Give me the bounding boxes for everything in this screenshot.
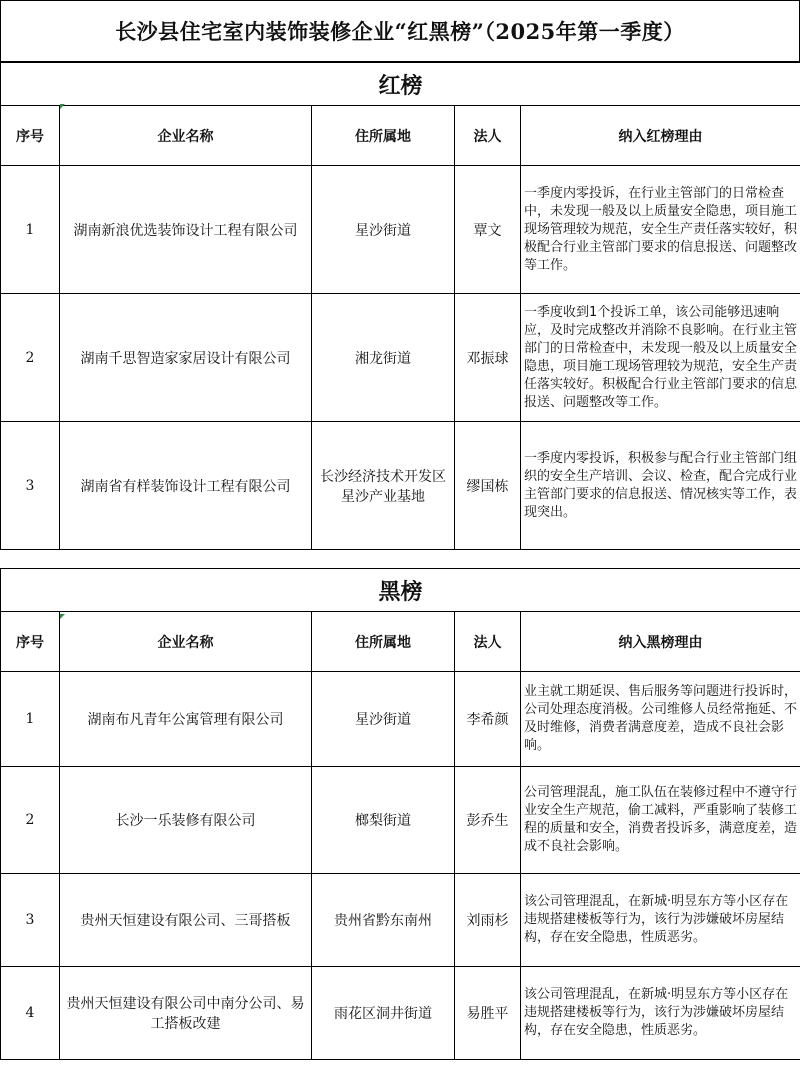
legal-person: 邓振球 — [455, 294, 521, 422]
column-header-location: 住所属地 — [312, 612, 455, 672]
table-row — [1, 767, 800, 874]
page-title: 长沙县住宅室内装饰装修企业“红黑榜”（2025年第一季度） — [1, 1, 800, 62]
company-name: 湖南省有样装饰设计工程有限公司 — [60, 422, 312, 550]
location: 贵州省黔东南州 — [312, 874, 455, 967]
column-header-reason: 纳入黑榜理由 — [521, 612, 800, 672]
location: 雨花区洞井街道 — [312, 967, 455, 1060]
legal-person: 覃文 — [455, 166, 521, 294]
section-gap — [0, 550, 800, 568]
row-index: 4 — [1, 967, 60, 1060]
reason: 公司管理混乱，施工队伍在装修过程中不遵守行业安全生产规范，偷工减料，严重影响了装修工程的质量和安全，消费者投诉多，满意度差，造成不良社会影响。 — [521, 767, 800, 874]
table-row — [1, 874, 800, 967]
red-list-heading: 红榜 — [1, 63, 800, 106]
cell-marker-icon — [60, 104, 65, 109]
location: 星沙街道 — [312, 672, 455, 767]
table-row — [1, 166, 800, 294]
column-header-company: 企业名称 — [60, 612, 312, 672]
table-row — [1, 422, 800, 550]
legal-person: 易胜平 — [455, 967, 521, 1060]
red-list-table — [0, 62, 800, 550]
reason: 一季度收到1个投诉工单，该公司能够迅速响应，及时完成整改并消除不良影响。在行业主管部门的日常检查中，未发现一般及以上质量安全隐患，项目施工现场管理较为规范，安全生产责任落实较好。积极配合行业主管部门要求的信息报送、问题整改等工作。 — [521, 294, 800, 422]
column-header-index: 序号 — [1, 106, 60, 166]
location: 星沙街道 — [312, 166, 455, 294]
column-header-reason: 纳入红榜理由 — [521, 106, 800, 166]
legal-person: 刘雨杉 — [455, 874, 521, 967]
company-name: 贵州天恒建设有限公司、三哥搭板 — [60, 874, 312, 967]
location: 湘龙街道 — [312, 294, 455, 422]
row-index: 2 — [1, 767, 60, 874]
company-name: 湖南布凡青年公寓管理有限公司 — [60, 672, 312, 767]
company-name: 湖南新浪优选装饰设计工程有限公司 — [60, 166, 312, 294]
legal-person: 李希颜 — [455, 672, 521, 767]
row-index: 1 — [1, 672, 60, 767]
black-list-table — [0, 568, 800, 1060]
black-list-heading: 黑榜 — [1, 569, 800, 612]
legal-person: 彭乔生 — [455, 767, 521, 874]
red-list-header-row — [1, 106, 800, 166]
column-header-legal-person: 法人 — [455, 106, 521, 166]
location: 长沙经济技术开发区星沙产业基地 — [312, 422, 455, 550]
black-list-header-row — [1, 612, 800, 672]
location: 榔梨街道 — [312, 767, 455, 874]
legal-person: 缪国栋 — [455, 422, 521, 550]
column-header-company: 企业名称 — [60, 106, 312, 166]
row-index: 2 — [1, 294, 60, 422]
column-header-location: 住所属地 — [312, 106, 455, 166]
company-name: 长沙一乐装修有限公司 — [60, 767, 312, 874]
reason: 该公司管理混乱，在新城·明昱东方等小区存在违规搭建楼板等行为，该行为涉嫌破坏房屋结构，存在安全隐患，性质恶劣。 — [521, 874, 800, 967]
reason: 业主就工期延误、售后服务等问题进行投诉时，公司处理态度消极。公司维修人员经常拖延、不及时维修，消费者满意度差，造成不良社会影响。 — [521, 672, 800, 767]
reason: 该公司管理混乱，在新城·明昱东方等小区存在违规搭建楼板等行为，该行为涉嫌破坏房屋结构，存在安全隐患，性质恶劣。 — [521, 967, 800, 1060]
row-index: 1 — [1, 166, 60, 294]
reason: 一季度内零投诉，积极参与配合行业主管部门组织的安全生产培训、会议、检查，配合完成行业主管部门要求的信息报送、情况核实等工作，表现突出。 — [521, 422, 800, 550]
reason: 一季度内零投诉，在行业主管部门的日常检查中，未发现一般及以上质量安全隐患，项目施工现场管理较为规范，安全生产责任落实较好，积极配合行业主管部门要求的信息报送、问题整改等工作。 — [521, 166, 800, 294]
row-index: 3 — [1, 422, 60, 550]
table-row — [1, 967, 800, 1060]
title-table — [0, 0, 800, 62]
company-name: 贵州天恒建设有限公司中南分公司、易工搭板改建 — [60, 967, 312, 1060]
column-header-legal-person: 法人 — [455, 612, 521, 672]
table-row — [1, 672, 800, 767]
company-name: 湖南千思智造家家居设计有限公司 — [60, 294, 312, 422]
cell-marker-icon — [60, 614, 65, 619]
table-row — [1, 294, 800, 422]
column-header-index: 序号 — [1, 612, 60, 672]
row-index: 3 — [1, 874, 60, 967]
